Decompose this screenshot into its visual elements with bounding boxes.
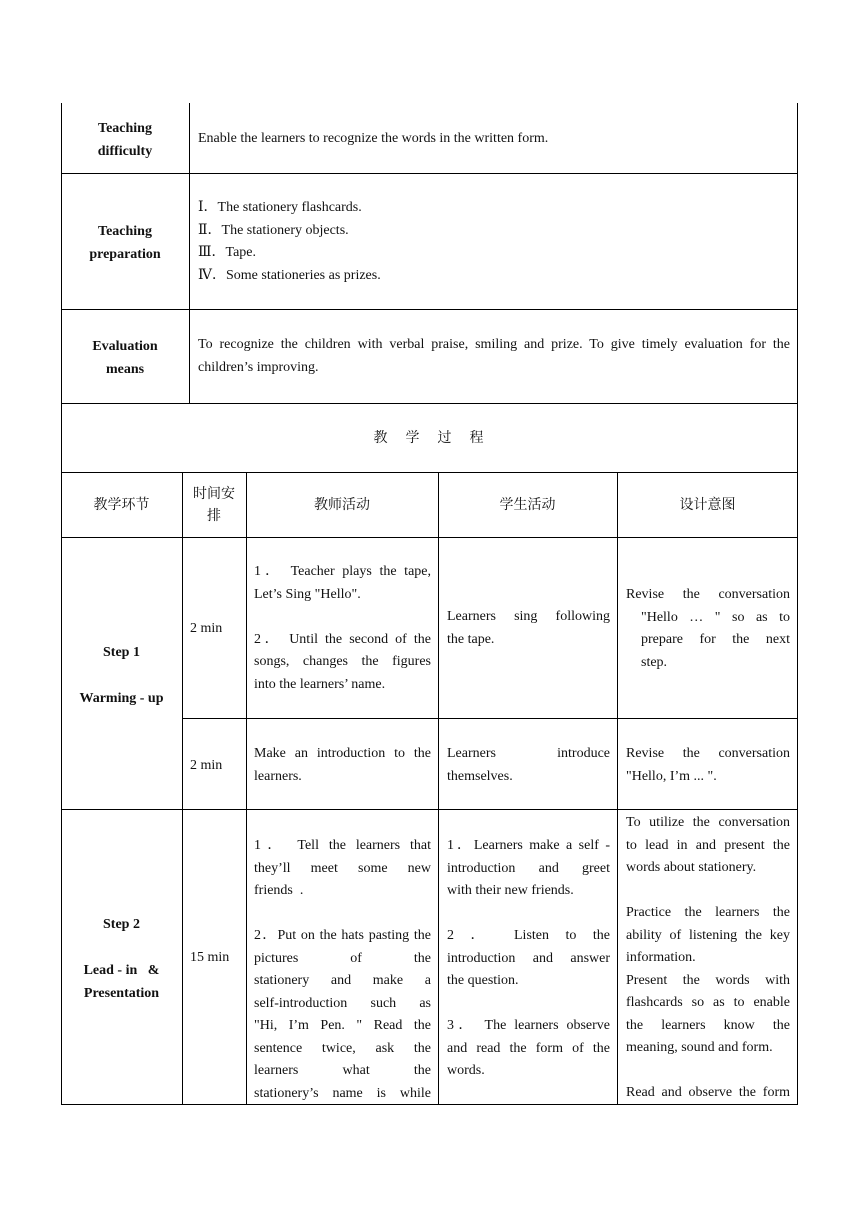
step2-student: 1．Learners make a self - introduction and greet with their new friends. 2 ． Listen to the introduction and answer the question. 3． The learners observe and read the form of the words.	[447, 838, 610, 1078]
step1-row2-time: 2 min	[190, 758, 223, 773]
row-divider	[61, 537, 798, 538]
step1-row2-student: Learners introduce themselves.	[447, 746, 610, 784]
header-student-activity: 学生活动	[499, 497, 556, 513]
header-time: 时间安 排	[193, 486, 235, 524]
col-divider-stage	[182, 472, 183, 1105]
row-divider	[61, 472, 798, 473]
label-evaluation-means: Evaluation means	[92, 339, 158, 377]
step2-label: Step 2 Lead - in & Presentation	[83, 917, 160, 1001]
step1-row1-time: 2 min	[190, 621, 223, 636]
content-teaching-preparation: Ⅰ．The stationery flashcards. Ⅱ．The stationery objects. Ⅲ．Tape. Ⅳ．Some stationeries as prizes.	[198, 200, 381, 283]
step1-row2-design: Revise the conversation "Hello, I’m ... ".	[626, 746, 790, 784]
row-divider	[61, 403, 798, 404]
col-divider-time	[246, 472, 247, 1105]
process-title: 教 学 过 程	[373, 430, 486, 446]
row-divider	[61, 309, 798, 310]
label-teaching-difficulty: Teaching difficulty	[97, 121, 153, 159]
step1-row1-teacher: 1． Teacher plays the tape, Let’s Sing "Hello". 2． Until the second of the songs, changes the figures into the learners’ name.	[254, 564, 431, 692]
step1-row2-teacher: Make an introduction to the learners.	[254, 746, 431, 784]
row-divider	[61, 173, 798, 174]
col-divider-student	[617, 472, 618, 1105]
content-teaching-difficulty: Enable the learners to recognize the words in the written form.	[198, 131, 549, 146]
table-border-right-top	[797, 103, 798, 404]
step1-row1-design: Revise the conversation "Hello … " so as to prepare for the next step.	[626, 587, 790, 670]
step2-design: To utilize the conversation to lead in and present the words about stationery. Practice the learners the ability of listening the key information. Present the words with flashcards so as to enable the learners know the meaning, sound and form. Read and observe the form	[626, 815, 790, 1100]
table-divider-label-top	[189, 103, 190, 404]
header-design-intent: 设计意图	[679, 497, 736, 513]
step2-teacher: 1． Tell the learners that they’ll meet some new friends . 2．Put on the hats pasting the pictures of the stationery and make a self-introduction such as "Hi, I’m Pen. " Read the sentence twice, ask the learners what the stationery’s name is while	[254, 838, 431, 1101]
content-evaluation-means: To recognize the children with verbal praise, smiling and prize. To give timely evaluation for the children’s improving.	[198, 337, 790, 375]
step1-label: Step 1 Warming - up	[79, 645, 164, 706]
col-divider-teacher	[438, 472, 439, 1105]
row-divider-step1-sub	[182, 718, 798, 719]
step1-row1-student: Learners sing following the tape.	[447, 609, 610, 647]
step2-time: 15 min	[190, 950, 230, 965]
header-teacher-activity: 教师活动	[314, 497, 370, 513]
header-stage: 教学环节	[93, 497, 150, 513]
label-teaching-preparation: Teaching preparation	[89, 224, 161, 262]
row-divider	[61, 809, 798, 810]
